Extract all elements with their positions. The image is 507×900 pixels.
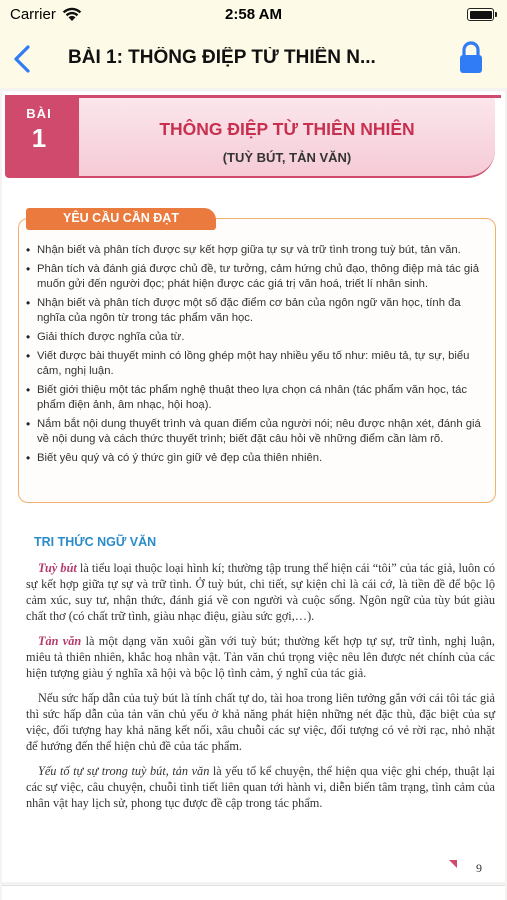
clock: 2:58 AM (225, 6, 282, 23)
lesson-subtitle: (TUỲ BÚT, TẢN VĂN) (222, 150, 352, 165)
knowledge-paragraphs (26, 560, 495, 820)
book-page[interactable] (2, 91, 505, 882)
next-page-edge (2, 885, 505, 900)
paragraph (26, 560, 495, 624)
status-bar (0, 0, 507, 30)
lesson-number: 1 (31, 123, 47, 153)
navigation-bar (0, 30, 507, 88)
paragraph-text: là tiểu loại thuộc loại hình kí; thường tập trung thể hiện cái “tôi” của tác giả, luôn có sự kết hợp giữa tự sự và trữ tình. Ở tuỳ bút, chi tiết, sự kiện chỉ là cái cớ, là tiền đề để bộc lộ cảm xúc, suy tư, nhận thức, đánh giá về con người và cuộc sống. Ngôn ngữ của tùy bút giàu chất thơ (có chất trữ tình, giàu nhạc điệu, giàu sức gợi,…). (26, 561, 496, 623)
list-item: • Nhận biết và phân tích được một số đặc điểm cơ bản của ngôn ngữ văn học, tính đa nghĩa của ngôn từ trong tác phẩm văn học. (28, 296, 490, 326)
page-corner-mark (449, 860, 457, 868)
list-item: • Viết được bài thuyết minh có lồng ghép một hay nhiều yếu tố như: miêu tả, tự sự, biểu cảm, nghị luận. (28, 349, 490, 379)
knowledge-section-title: TRI THỨC NGỮ VĂN (34, 535, 157, 549)
lesson-title: THÔNG ĐIỆP TỪ THIÊN NHIÊN (159, 119, 415, 139)
paragraph (26, 763, 495, 811)
list-item: • Biết giới thiệu một tác phẩm nghệ thuật theo lựa chọn cá nhân (tác phẩm văn học, tác phẩm điện ảnh, âm nhạc, hội hoạ). (28, 383, 490, 413)
lesson-label: BÀI (26, 106, 52, 121)
page-number: 9 (476, 861, 482, 875)
paragraph: Nếu sức hấp dẫn của tuỳ bút là tính chất tự do, tài hoa trong liên tưởng gắn với cái tôi tác giả thì sức hấp dẫn của tản văn chủ yếu ở khả năng phát hiện những nét đặc thù, đặc biệt của sự việc, đối tượng hay khả năng kết nối, xâu chuỗi các sự việc, đối tượng có vẻ rời rạc, nhỏ nhặt để hướng đến thể hiện chủ đề của tác phẩm. (26, 691, 495, 753)
requirements-list (28, 243, 490, 470)
list-item: • Phân tích và đánh giá được chủ đề, tư tưởng, cảm hứng chủ đạo, thông điệp mà tác giả muốn gửi đến người đọc; phát hiện được các giá trị văn hoá, triết lí nhân sinh. (28, 262, 490, 292)
chevron-left-icon[interactable] (8, 42, 38, 76)
term-highlight: Tuỳ bút (38, 561, 77, 575)
term-highlight: Tản văn (38, 634, 82, 648)
paragraph (26, 633, 495, 681)
paragraph-text: là một dạng văn xuôi gần với tuỳ bút; thường kết hợp tự sự, trữ tình, nghị luận, miêu tả thiên nhiên, khắc hoạ nhân vật. Tản văn chú trọng việc nêu lên được nét chính của các hiện tượng giàu ý nghĩa xã hội và bộc lộ tình cảm, ý nghĩ của tác giả. (26, 634, 495, 680)
nav-title: BÀI 1: THÔNG ĐIỆP TỪ THIÊN N... (68, 47, 376, 68)
list-item: • Giải thích được nghĩa của từ. (28, 330, 490, 345)
term-italic: Yếu tố tự sự trong tuỳ bút, tản văn (38, 764, 210, 778)
battery-icon (467, 8, 494, 21)
list-item: • Nhận biết và phân tích được sự kết hợp giữa tự sự và trữ tình trong tuỳ bút, tản văn. (28, 243, 490, 258)
carrier-label: Carrier (10, 6, 56, 23)
list-item: • Biết yêu quý và có ý thức gìn giữ vẻ đẹp của thiên nhiên. (28, 451, 490, 466)
list-item: • Nắm bắt nội dung thuyết trình và quan điểm của người nói; nêu được nhận xét, đánh giá về nội dung và cách thức thuyết trình; biết đặt câu hỏi về những điểm cần làm rõ. (28, 417, 490, 447)
lock-icon[interactable] (457, 40, 485, 76)
paragraph-text: là yếu tố kể chuyện, thể hiện qua việc ghi chép, thuật lại các sự việc, câu chuyện, chuỗi tình tiết liên quan tới hành vi, diễn biến tâm trạng, tình cảm của nhân vật hay lịch sử, phong tục được đề cập trong tác phẩm. (26, 764, 495, 810)
requirements-title: YÊU CẦU CẦN ĐẠT (63, 211, 179, 225)
